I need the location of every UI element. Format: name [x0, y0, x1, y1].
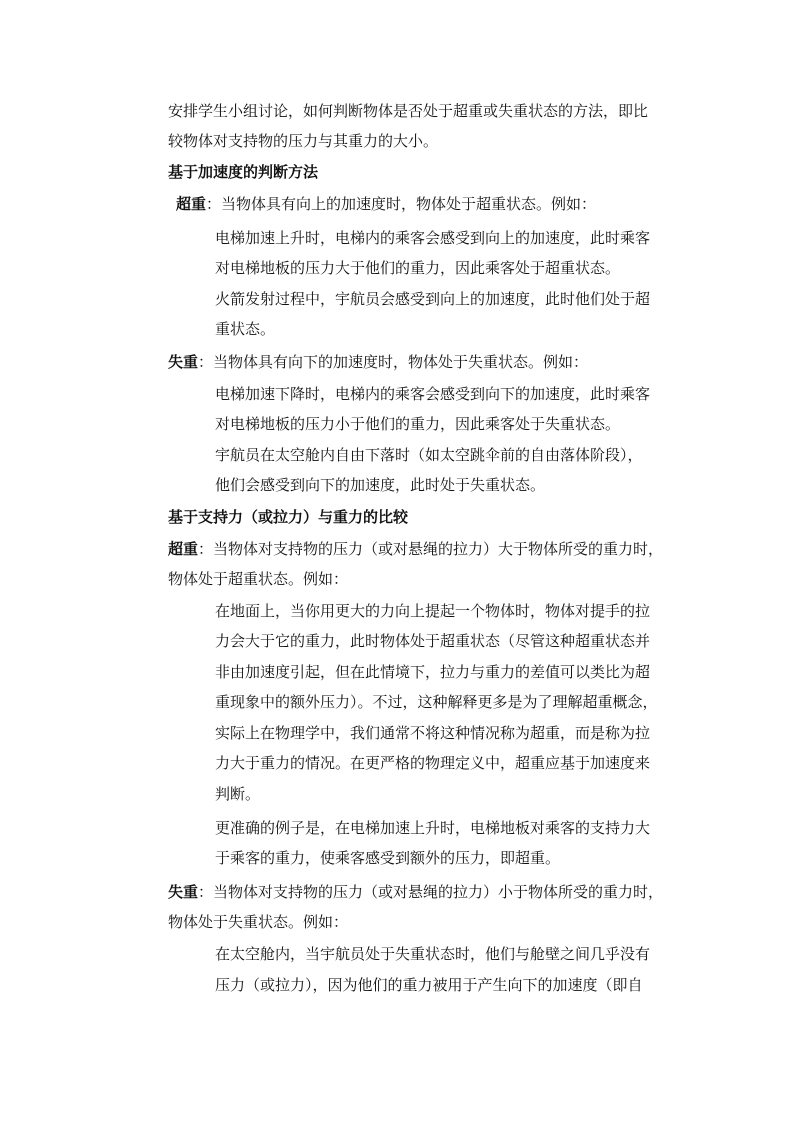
s1-weightless-definition: [168, 352, 588, 372]
s1-under-ex2-line-1: 宇航员在太空舱内自由下落时（如太空跳伞前的自由落体阶段），: [215, 446, 643, 464]
s2-overweight-definition-line-1: [168, 539, 663, 559]
s2-weightless-definition-line-1: [168, 882, 663, 902]
s1-overweight-term: 超重: [176, 195, 207, 213]
s1-overweight-text: ：当物体具有向上的加速度时，物体处于超重状态。例如：: [206, 195, 597, 213]
s1-over-ex1-line-1: 电梯加速上升时，电梯内的乘客会感受到向上的加速度，此时乘客: [215, 229, 651, 247]
s2-over-ex1-line-1: 在地面上，当你用更大的力向上提起一个物体时，物体对提手的拉: [215, 602, 651, 620]
s1-under-ex1-line-1: 电梯加速下降时，电梯内的乘客会感受到向下的加速度，此时乘客: [215, 385, 651, 403]
s1-weightless-text: ：当物体具有向下的加速度时，物体处于失重状态。例如：: [198, 353, 589, 371]
s2-over-ex1-line-2: 力会大于它的重力，此时物体处于超重状态（尽管这种超重状态并: [215, 632, 651, 650]
s2-weightless-text: ：当物体对支持物的压力（或对悬绳的拉力）小于物体所受的重力时，: [198, 883, 664, 901]
s1-over-ex1-line-2: 对电梯地板的压力大于他们的重力，因此乘客处于超重状态。: [215, 259, 621, 277]
s1-over-ex2-line-2: 重状态。: [215, 320, 276, 338]
s2-overweight-definition-line-2: 物体处于超重状态。例如：: [168, 570, 349, 588]
s2-over-ex1-line-6: 力大于重力的情况。在更严格的物理定义中，超重应基于加速度来: [215, 754, 651, 772]
s2-over-ex2-line-1: 更准确的例子是，在电梯加速上升时，电梯地板对乘客的支持力大: [215, 819, 651, 837]
s2-under-ex1-line-2: 压力（或拉力），因为他们的重力被用于产生向下的加速度（即自: [215, 976, 643, 994]
s2-over-ex2-line-2: 于乘客的重力，使乘客感受到额外的压力，即超重。: [215, 849, 561, 867]
s1-over-ex2-line-1: 火箭发射过程中，宇航员会感受到向上的加速度，此时他们处于超: [215, 290, 651, 308]
s2-over-ex1-line-4: 重现象中的额外压力）。不过，这种解释更多是为了理解超重概念，: [215, 693, 658, 711]
s1-under-ex2-line-2: 他们会感受到向下的加速度，此时处于失重状态。: [215, 476, 546, 494]
s2-weightless-term: 失重: [168, 883, 199, 901]
s2-overweight-text: ：当物体对支持物的压力（或对悬绳的拉力）大于物体所受的重力时，: [198, 540, 664, 558]
s2-over-ex1-line-3: 非由加速度引起，但在此情境下，拉力与重力的差值可以类比为超: [215, 663, 651, 681]
s1-under-ex1-line-2: 对电梯地板的压力小于他们的重力，因此乘客处于失重状态。: [215, 415, 621, 433]
s2-weightless-definition-line-2: 物体处于失重状态。例如：: [168, 913, 349, 931]
s2-over-ex1-line-7: 判断。: [215, 785, 261, 803]
s1-overweight-definition: [176, 194, 596, 214]
s2-under-ex1-line-1: 在太空舱内，当宇航员处于失重状态时，他们与舱壁之间几乎没有: [215, 945, 651, 963]
s2-over-ex1-line-5: 实际上在物理学中，我们通常不将这种情况称为超重，而是称为拉: [215, 724, 651, 742]
section1-heading: 基于加速度的判断方法: [168, 163, 319, 181]
intro-line-1: 安排学生小组讨论，如何判断物体是否处于超重或失重状态的方法，即比: [168, 102, 649, 120]
s2-overweight-term: 超重: [168, 540, 199, 558]
section2-heading: 基于支持力（或拉力）与重力的比较: [168, 508, 409, 526]
s1-weightless-term: 失重: [168, 353, 199, 371]
intro-line-2: 较物体对支持物的压力与其重力的大小。: [168, 132, 439, 150]
